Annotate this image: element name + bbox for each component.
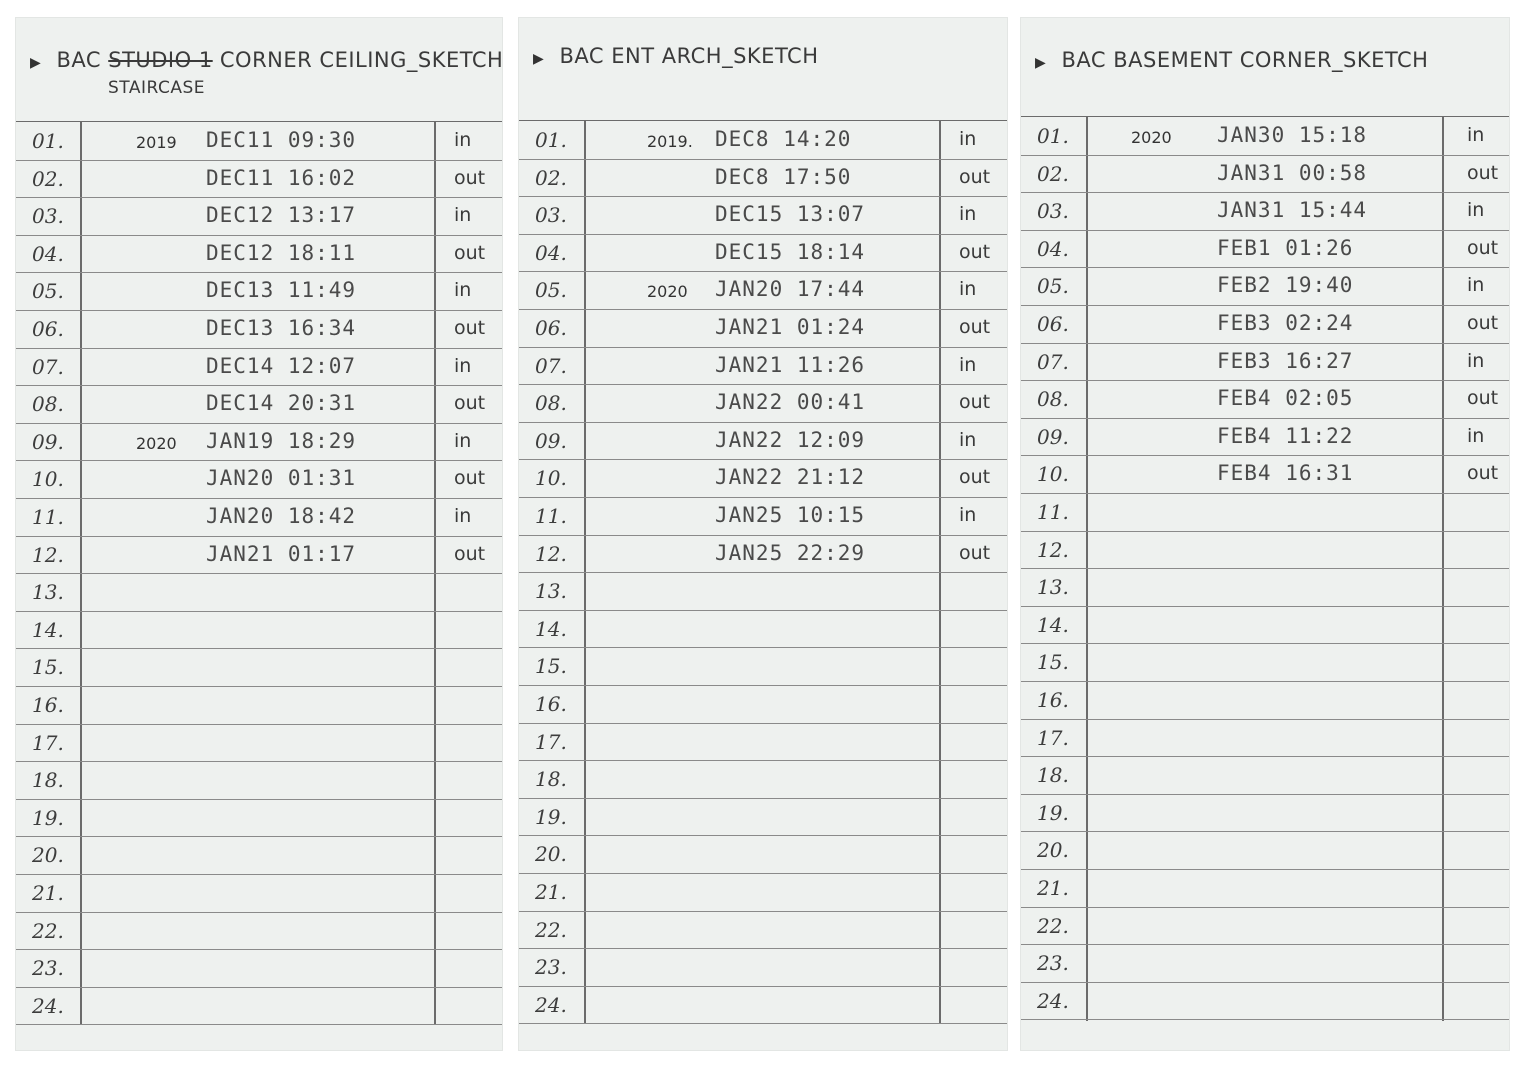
row-number: 22.: [1037, 913, 1069, 938]
direction-label: in: [454, 505, 472, 527]
log-row: [1021, 343, 1509, 382]
log-table: [1021, 116, 1509, 1021]
log-sheet-entrance: [519, 18, 1007, 1050]
direction-label: out: [1467, 387, 1499, 410]
timestamp: FEB4 02:05: [1217, 386, 1354, 411]
log-row: [1021, 192, 1509, 231]
log-row: [16, 686, 502, 725]
log-row: [519, 873, 1007, 912]
row-number: 23.: [1037, 951, 1069, 976]
log-row: [16, 310, 502, 349]
row-number: 19.: [1037, 800, 1069, 825]
log-row: [519, 723, 1007, 762]
row-number: 18.: [32, 768, 64, 793]
row-number: 11.: [1037, 500, 1069, 524]
row-number: 07.: [32, 354, 64, 379]
row-number: 19.: [32, 805, 64, 830]
log-row: [16, 536, 502, 575]
row-number: 08.: [535, 391, 567, 416]
log-row: [1021, 380, 1509, 419]
row-number: 09.: [32, 429, 64, 454]
row-number: 05.: [1037, 274, 1069, 299]
timestamp: DEC12 18:11: [206, 240, 357, 265]
timestamp: JAN30 15:18: [1217, 123, 1368, 147]
direction-label: in: [959, 128, 977, 150]
log-row: [16, 648, 502, 687]
log-row: [1021, 455, 1509, 494]
sheet-title: [1021, 18, 1509, 121]
log-sheet-basement: [1021, 18, 1509, 1050]
row-number: 24.: [535, 992, 567, 1017]
direction-label: in: [1467, 349, 1485, 372]
row-number: 23.: [32, 956, 64, 981]
log-row: [16, 724, 502, 763]
title-prefix: BAC: [1061, 48, 1107, 72]
timestamp: DEC8 17:50: [715, 164, 852, 189]
row-number: 21.: [1037, 876, 1069, 900]
row-number: 17.: [535, 729, 567, 754]
direction-label: out: [454, 166, 486, 189]
row-number: 21.: [535, 880, 567, 904]
direction-label: in: [959, 428, 977, 451]
log-row: [1021, 568, 1509, 607]
row-number: 15.: [1037, 650, 1069, 675]
log-row: [519, 986, 1007, 1025]
row-number: 03.: [1037, 199, 1069, 224]
timestamp: DEC15 18:14: [715, 239, 866, 264]
log-row: [519, 948, 1007, 987]
log-row: [519, 159, 1007, 198]
row-number: 08.: [32, 392, 64, 417]
direction-label: in: [1467, 124, 1485, 146]
log-row: [519, 835, 1007, 874]
row-number: 05.: [32, 279, 64, 304]
direction-label: out: [959, 466, 991, 489]
direction-label: out: [454, 317, 486, 339]
year-label: 2020: [136, 433, 177, 453]
row-number: 10.: [535, 466, 567, 491]
timestamp: FEB3 16:27: [1217, 348, 1354, 373]
log-row: [16, 836, 502, 875]
direction-label: in: [454, 279, 472, 302]
timestamp: JAN21 01:17: [206, 541, 357, 566]
timestamp: DEC12 13:17: [206, 203, 357, 228]
direction-label: out: [454, 241, 486, 264]
timestamp: DEC15 13:07: [715, 202, 866, 227]
log-row: [519, 610, 1007, 649]
row-number: 11.: [535, 504, 567, 528]
direction-label: out: [454, 542, 486, 565]
row-number: 13.: [535, 579, 567, 604]
timestamp: FEB4 16:31: [1217, 461, 1354, 486]
timestamp: JAN20 18:42: [206, 504, 357, 528]
direction-label: out: [959, 541, 991, 564]
log-row: [519, 234, 1007, 273]
log-row: [1021, 756, 1509, 795]
row-number: 09.: [1037, 424, 1069, 449]
row-number: 06.: [535, 316, 567, 340]
row-number: 14.: [32, 617, 64, 642]
log-row: [1021, 155, 1509, 194]
direction-label: in: [959, 504, 977, 526]
row-number: 23.: [535, 955, 567, 980]
timestamp: FEB2 19:40: [1217, 273, 1354, 298]
year-label: 2019: [136, 133, 177, 152]
timestamp: DEC13 11:49: [206, 278, 357, 303]
timestamp: JAN20 17:44: [715, 277, 866, 302]
timestamp: JAN22 21:12: [715, 465, 866, 490]
log-row: [16, 987, 502, 1026]
direction-label: out: [1467, 462, 1499, 485]
timestamp: JAN31 00:58: [1217, 160, 1368, 185]
row-number: 13.: [1037, 575, 1069, 600]
row-number: 11.: [32, 505, 64, 529]
row-number: 01.: [32, 129, 64, 153]
log-row: [1021, 267, 1509, 306]
title-prefix: BAC: [559, 44, 605, 68]
log-table: [16, 121, 502, 1024]
year-label: 2020: [647, 282, 688, 302]
log-row: [16, 423, 502, 462]
direction-label: in: [454, 129, 472, 151]
log-row: [519, 535, 1007, 574]
title-prefix: BAC: [56, 48, 102, 72]
log-row: [16, 385, 502, 424]
log-row: [1021, 230, 1509, 269]
timestamp: FEB4 11:22: [1217, 423, 1354, 448]
row-number: 02.: [1037, 161, 1069, 186]
row-number: 07.: [1037, 349, 1069, 374]
log-row: [16, 874, 502, 913]
log-row: [519, 384, 1007, 423]
row-number: 22.: [32, 918, 64, 943]
row-number: 21.: [32, 881, 64, 905]
direction-label: in: [1467, 274, 1485, 297]
timestamp: DEC14 12:07: [206, 353, 357, 378]
timestamp: DEC14 20:31: [206, 391, 357, 416]
row-number: 17.: [32, 730, 64, 755]
direction-label: in: [454, 204, 472, 227]
log-row: [1021, 493, 1509, 532]
direction-label: out: [959, 316, 991, 338]
timestamp: JAN21 01:24: [715, 315, 866, 339]
log-row: [16, 348, 502, 387]
row-number: 20.: [535, 842, 567, 867]
timestamp: JAN25 10:15: [715, 503, 866, 527]
row-number: 15.: [535, 654, 567, 679]
title-correction: STAIRCASE: [108, 78, 205, 98]
row-number: 03.: [32, 204, 64, 229]
direction-label: in: [454, 429, 472, 452]
log-row: [16, 197, 502, 236]
play-arrow-icon: ▶: [1035, 55, 1047, 71]
direction-label: in: [959, 278, 977, 301]
timestamp: JAN22 00:41: [715, 390, 866, 415]
direction-label: in: [1467, 424, 1485, 447]
title-struck-text: STUDIO 1: [108, 48, 213, 72]
row-number: 08.: [1037, 387, 1069, 412]
log-row: [16, 122, 502, 161]
direction-label: in: [959, 353, 977, 376]
log-row: [16, 235, 502, 274]
log-row: [1021, 681, 1509, 720]
timestamp: JAN21 11:26: [715, 352, 866, 377]
row-number: 02.: [535, 165, 567, 190]
log-row: [519, 196, 1007, 235]
row-number: 20.: [1037, 838, 1069, 863]
direction-label: out: [959, 391, 991, 414]
timestamp: DEC13 16:34: [206, 316, 357, 340]
log-row: [16, 611, 502, 650]
log-row: [519, 347, 1007, 386]
timestamp: JAN22 12:09: [715, 427, 866, 452]
log-table: [519, 120, 1007, 1023]
row-number: 19.: [535, 804, 567, 829]
log-row: [519, 309, 1007, 348]
log-row: [519, 121, 1007, 160]
timestamp: JAN25 22:29: [715, 540, 866, 565]
log-row: [16, 912, 502, 951]
log-row: [1021, 643, 1509, 682]
row-number: 03.: [535, 203, 567, 228]
row-number: 12.: [535, 541, 567, 566]
log-row: [16, 272, 502, 311]
log-row: [1021, 982, 1509, 1021]
direction-label: out: [1467, 161, 1499, 184]
timestamp: DEC11 16:02: [206, 165, 357, 190]
log-row: [1021, 606, 1509, 645]
log-row: [519, 572, 1007, 611]
log-row: [16, 573, 502, 612]
row-number: 01.: [535, 128, 567, 152]
row-number: 02.: [32, 166, 64, 191]
direction-label: out: [1467, 312, 1499, 334]
row-number: 06.: [1037, 312, 1069, 336]
row-number: 14.: [535, 616, 567, 641]
log-row: [1021, 869, 1509, 908]
log-row: [1021, 418, 1509, 457]
timestamp: JAN19 18:29: [206, 428, 357, 453]
row-number: 04.: [535, 240, 567, 265]
timestamp: DEC8 14:20: [715, 127, 852, 151]
log-row: [1021, 719, 1509, 758]
row-number: 04.: [32, 241, 64, 266]
row-number: 18.: [1037, 763, 1069, 788]
direction-label: out: [959, 240, 991, 263]
row-number: 14.: [1037, 612, 1069, 637]
direction-label: out: [959, 165, 991, 188]
year-label: 2019.: [647, 132, 693, 151]
direction-label: in: [1467, 199, 1485, 222]
log-row: [1021, 117, 1509, 156]
row-number: 15.: [32, 655, 64, 680]
direction-label: out: [454, 467, 486, 490]
row-number: 20.: [32, 843, 64, 868]
row-number: 10.: [32, 467, 64, 492]
direction-label: out: [1467, 236, 1499, 259]
play-arrow-icon: ▶: [30, 55, 42, 71]
row-number: 18.: [535, 767, 567, 792]
log-row: [519, 497, 1007, 536]
log-row: [16, 460, 502, 499]
year-label: 2020: [1131, 128, 1172, 147]
row-number: 24.: [32, 993, 64, 1018]
title-rest: BASEMENT CORNER_SKETCH: [1113, 48, 1429, 72]
row-number: 22.: [535, 917, 567, 942]
log-row: [1021, 831, 1509, 870]
log-row: [1021, 944, 1509, 983]
log-row: [1021, 794, 1509, 833]
log-row: [1021, 907, 1509, 946]
row-number: 04.: [1037, 236, 1069, 261]
timestamp: DEC11 09:30: [206, 128, 357, 152]
direction-label: out: [454, 392, 486, 415]
log-row: [16, 949, 502, 988]
timestamp: FEB3 02:24: [1217, 311, 1354, 335]
title-rest: CORNER CEILING_SKETCH: [219, 48, 504, 72]
log-row: [16, 799, 502, 838]
log-sheet-studio: [16, 18, 502, 1050]
row-number: 12.: [1037, 537, 1069, 562]
timestamp: JAN20 01:31: [206, 466, 357, 491]
row-number: 10.: [1037, 462, 1069, 487]
row-number: 16.: [1037, 688, 1069, 712]
log-row: [16, 498, 502, 537]
log-row: [16, 160, 502, 199]
timestamp: FEB1 01:26: [1217, 235, 1354, 260]
log-row: [519, 798, 1007, 837]
log-row: [519, 911, 1007, 950]
title-rest: ENT ARCH_SKETCH: [611, 44, 819, 68]
row-number: 17.: [1037, 725, 1069, 750]
row-number: 16.: [535, 692, 567, 716]
row-number: 01.: [1037, 124, 1069, 148]
sheet-title: [519, 18, 1007, 121]
row-number: 05.: [535, 278, 567, 303]
log-row: [1021, 531, 1509, 570]
row-number: 13.: [32, 580, 64, 605]
log-row: [519, 647, 1007, 686]
row-number: 07.: [535, 353, 567, 378]
play-arrow-icon: ▶: [533, 51, 545, 67]
log-row: [519, 422, 1007, 461]
row-number: 24.: [1037, 988, 1069, 1013]
log-row: [519, 760, 1007, 799]
row-number: 12.: [32, 542, 64, 567]
log-row: [16, 761, 502, 800]
direction-label: in: [959, 203, 977, 226]
direction-label: in: [454, 354, 472, 377]
row-number: 06.: [32, 317, 64, 341]
log-row: [519, 271, 1007, 310]
log-row: [1021, 305, 1509, 344]
sheet-title: [16, 18, 502, 121]
log-row: [519, 685, 1007, 724]
log-row: [519, 459, 1007, 498]
row-number: 16.: [32, 693, 64, 717]
timestamp: JAN31 15:44: [1217, 198, 1368, 223]
row-number: 09.: [535, 428, 567, 453]
